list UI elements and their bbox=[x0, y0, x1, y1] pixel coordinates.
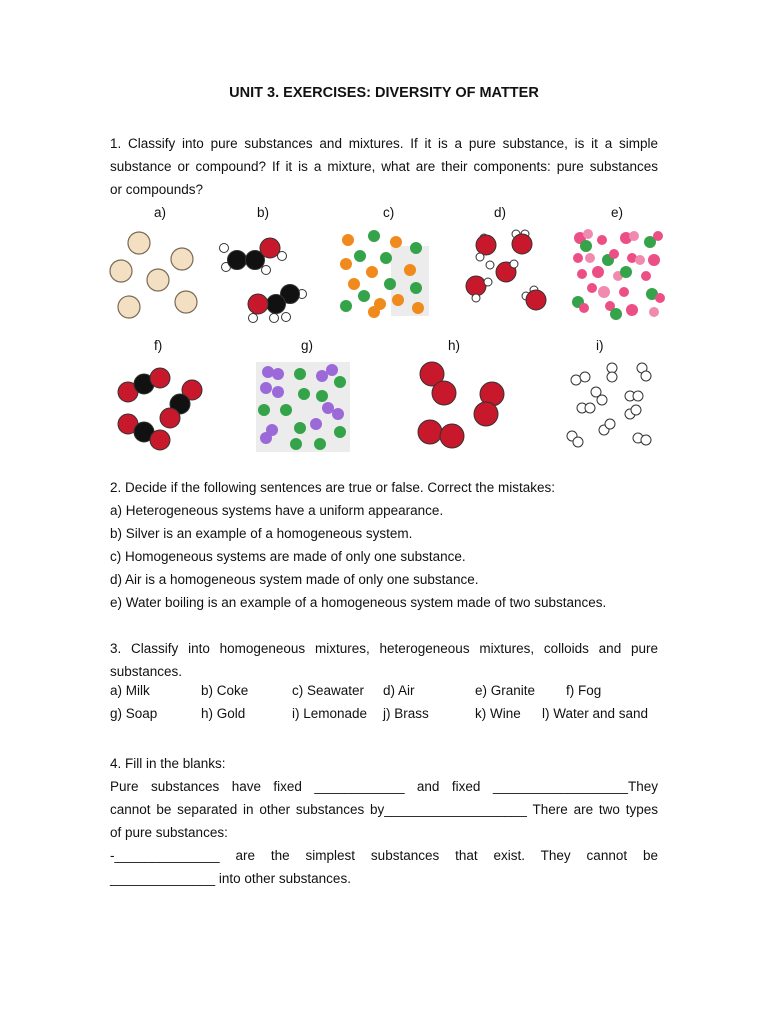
q3-line-1: 3. Classify into homogeneous mixtures, heterogeneous mixtures, colloids and pure bbox=[110, 641, 658, 656]
diagram-d bbox=[462, 228, 557, 318]
atom bbox=[147, 269, 169, 291]
label-d: d) bbox=[494, 205, 507, 220]
diagram-f bbox=[114, 366, 206, 456]
q3-option: e) Granite bbox=[475, 683, 536, 698]
diagram-b bbox=[218, 236, 313, 326]
atom bbox=[118, 296, 140, 318]
q3-option: d) Air bbox=[383, 683, 415, 698]
label-c: c) bbox=[383, 205, 395, 220]
label-a: a) bbox=[154, 205, 167, 220]
q4-line-3: of pure substances: bbox=[110, 825, 228, 840]
q1-line-1: 1. Classify into pure substances and mixtures. If it is a pure substance, is it a simple bbox=[110, 136, 658, 151]
q4-line-5: ______________ into other substances. bbox=[110, 871, 351, 886]
q2-item-b: b) Silver is an example of a homogeneous system. bbox=[110, 526, 413, 541]
q3-option: i) Lemonade bbox=[292, 706, 368, 721]
label-g: g) bbox=[301, 338, 314, 353]
q3-option: j) Brass bbox=[383, 706, 429, 721]
diagram-h bbox=[412, 360, 512, 454]
q3-option: h) Gold bbox=[201, 706, 246, 721]
q3-option: c) Seawater bbox=[292, 683, 365, 698]
atom bbox=[171, 248, 193, 270]
label-b: b) bbox=[257, 205, 270, 220]
q1-line-2: substance or compound? If it is a mixture, what are their components: pure substances bbox=[110, 159, 658, 174]
molecule bbox=[220, 238, 307, 323]
q2-heading: 2. Decide if the following sentences are true or false. Correct the mistakes: bbox=[110, 480, 555, 495]
q2-item-c: c) Homogeneous systems are made of only one substance. bbox=[110, 549, 466, 564]
diagram-i bbox=[564, 360, 660, 452]
diagram-e bbox=[568, 226, 666, 322]
q3-option: f) Fog bbox=[566, 683, 602, 698]
diagram-a bbox=[106, 228, 206, 323]
atom bbox=[175, 291, 197, 313]
q3-line-2: substances. bbox=[110, 664, 183, 679]
q3-option: a) Milk bbox=[110, 683, 150, 698]
q3-option: l) Water and sand bbox=[542, 706, 649, 721]
q1-line-3: or compounds? bbox=[110, 182, 204, 197]
atom bbox=[110, 260, 132, 282]
q3-option: g) Soap bbox=[110, 706, 158, 721]
label-i: i) bbox=[596, 338, 604, 353]
q4-line-1: Pure substances have fixed ____________ and fixed __________________They bbox=[110, 779, 658, 794]
q3-option: b) Coke bbox=[201, 683, 249, 698]
label-f: f) bbox=[154, 338, 163, 353]
page-title: UNIT 3. EXERCISES: DIVERSITY OF MATTER bbox=[229, 85, 539, 101]
q2-item-d: d) Air is a homogeneous system made of only one substance. bbox=[110, 572, 479, 587]
q4-heading: 4. Fill in the blanks: bbox=[110, 756, 226, 771]
label-e: e) bbox=[611, 205, 624, 220]
q2-item-e: e) Water boiling is an example of a homogeneous system made of two substances. bbox=[110, 595, 607, 610]
diagram-c bbox=[336, 228, 431, 320]
atom bbox=[128, 232, 150, 254]
diagram-g bbox=[256, 362, 350, 452]
q3-option: k) Wine bbox=[475, 706, 521, 721]
q4-line-4: -______________ are the simplest substances that exist. They cannot be bbox=[110, 848, 658, 863]
q4-line-2: cannot be separated in other substances by___________________ There are two types bbox=[110, 802, 658, 817]
label-h: h) bbox=[448, 338, 461, 353]
q2-item-a: a) Heterogeneous systems have a uniform appearance. bbox=[110, 503, 444, 518]
q3-options bbox=[110, 683, 670, 729]
